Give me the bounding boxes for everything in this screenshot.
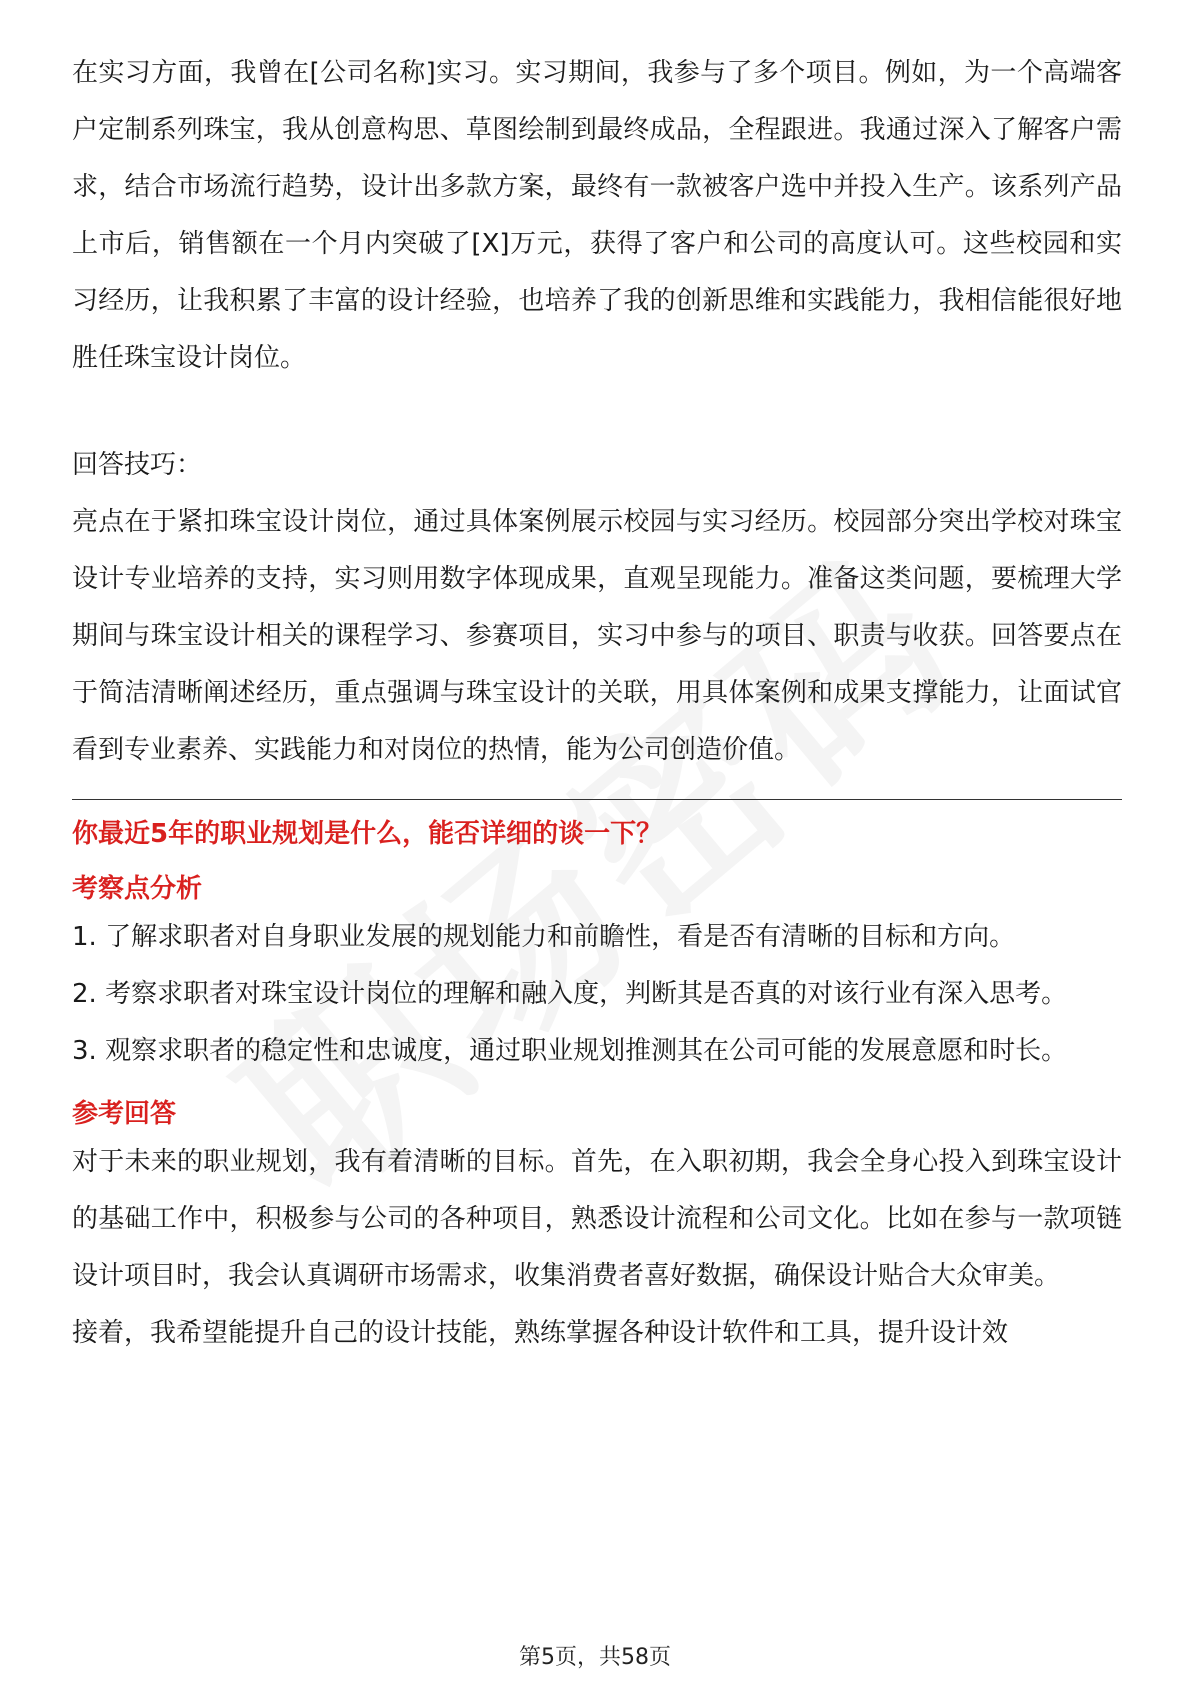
question-heading: 你最近5年的职业规划是什么，能否详细的谈一下？ — [72, 819, 663, 849]
tips-text: 亮点在于紧扣珠宝设计岗位，通过具体案例展示校园与实习经历。校园部分突出学校对珠宝设计专业培养的支持，实习则用数字体现成果，直观呈现能力。准备这类问题，要梳理大学期间与珠宝设计相关的课程学习、参赛项目，实习中参与的项目、职责与收获。回答要点在于简洁清晰阐述经历，重点强调与珠宝设计的关联，用具体案例和成果支撑能力，让面试官看到专业素养、实践能力和对岗位的热情，能为公司创造价值。 — [72, 507, 1122, 765]
tips-label: 回答技巧： — [72, 450, 203, 480]
section-divider — [72, 799, 1122, 800]
analysis-item: 3. 观察求职者的稳定性和忠诚度，通过职业规划推测其在公司可能的发展意愿和时长。 — [72, 1036, 1068, 1066]
analysis-item: 1. 了解求职者对自身职业发展的规划能力和前瞻性，看是否有清晰的目标和方向。 — [72, 922, 1016, 952]
answer-paragraph: 对于未来的职业规划，我有着清晰的目标。首先，在入职初期，我会全身心投入到珠宝设计的基础工作中，积极参与公司的各种项目，熟悉设计流程和公司文化。比如在参与一款项链设计项目时，我会认真调研市场需求，收集消费者喜好数据，确保设计贴合大众审美。 — [72, 1147, 1122, 1291]
answer-paragraph: 接着，我希望能提升自己的设计技能，熟练掌握各种设计软件和工具，提升设计效 — [72, 1318, 1009, 1348]
intro-paragraph: 在实习方面，我曾在[公司名称]实习。实习期间，我参与了多个项目。例如，为一个高端客户定制系列珠宝，我从创意构思、草图绘制到最终成品，全程跟进。我通过深入了解客户需求，结合市场流行趋势，设计出多款方案，最终有一款被客户选中并投入生产。该系列产品上市后，销售额在一个月内突破了[X]万元，获得了客户和公司的高度认可。这些校园和实习经历，让我积累了丰富的设计经验，也培养了我的创新思维和实践能力，我相信能很好地胜任珠宝设计岗位。 — [72, 58, 1122, 373]
analysis-item: 2. 考察求职者对珠宝设计岗位的理解和融入度，判断其是否真的对该行业有深入思考。 — [72, 979, 1068, 1009]
page-content — [72, 45, 1122, 1362]
answer-title: 参考回答 — [72, 1099, 177, 1129]
analysis-title: 考察点分析 — [72, 874, 203, 904]
page-footer: 第5页，共58页 — [519, 1645, 671, 1670]
